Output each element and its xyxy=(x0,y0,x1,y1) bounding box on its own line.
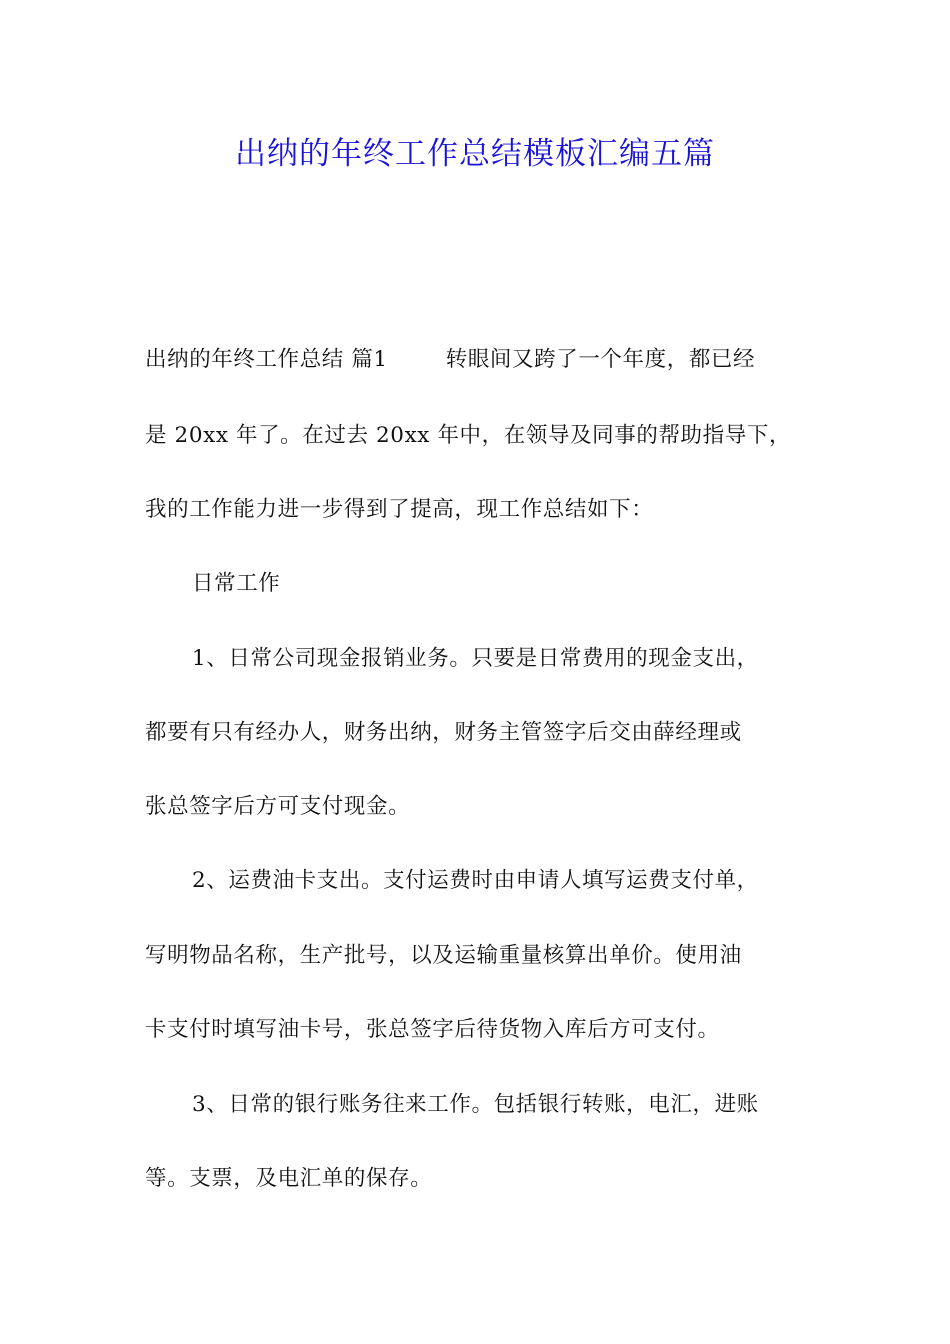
section-heading: 日常工作 xyxy=(192,571,281,596)
item-1-line-3: 张总签字后方可支付现金。 xyxy=(145,794,411,819)
intro-line-3: 我的工作能力进一步得到了提高，现工作总结如下： xyxy=(145,497,654,522)
item-1-line-2: 都要有只有经办人，财务出纳，财务主管签字后交由薛经理或 xyxy=(145,720,742,745)
intro-line-2: 是 20xx 年了。在过去 20xx 年中，在领导及同事的帮助指导下， xyxy=(145,423,792,448)
item-3-line-1: 3、日常的银行账务往来工作。包括银行转账，电汇，进账 xyxy=(192,1092,759,1117)
intro-line-1 xyxy=(145,345,815,375)
item-2-line-1: 2、运费油卡支出。支付运费时由申请人填写运费支付单， xyxy=(192,868,759,893)
item-1-line-1: 1、日常公司现金报销业务。只要是日常费用的现金支出， xyxy=(192,646,759,671)
item-2-line-2: 写明物品名称，生产批号，以及运输重量核算出单价。使用油 xyxy=(145,943,742,968)
document-title: 出纳的年终工作总结模板汇编五篇 xyxy=(235,136,715,172)
item-3-line-2: 等。支票，及电汇单的保存。 xyxy=(145,1166,433,1191)
intro-text: 转眼间又跨了一个年度，都已经 xyxy=(445,347,756,372)
section-heading-piece-1: 出纳的年终工作总结 篇1 xyxy=(145,347,388,372)
item-2-line-3: 卡支付时填写油卡号，张总签字后待货物入库后方可支付。 xyxy=(145,1017,720,1042)
